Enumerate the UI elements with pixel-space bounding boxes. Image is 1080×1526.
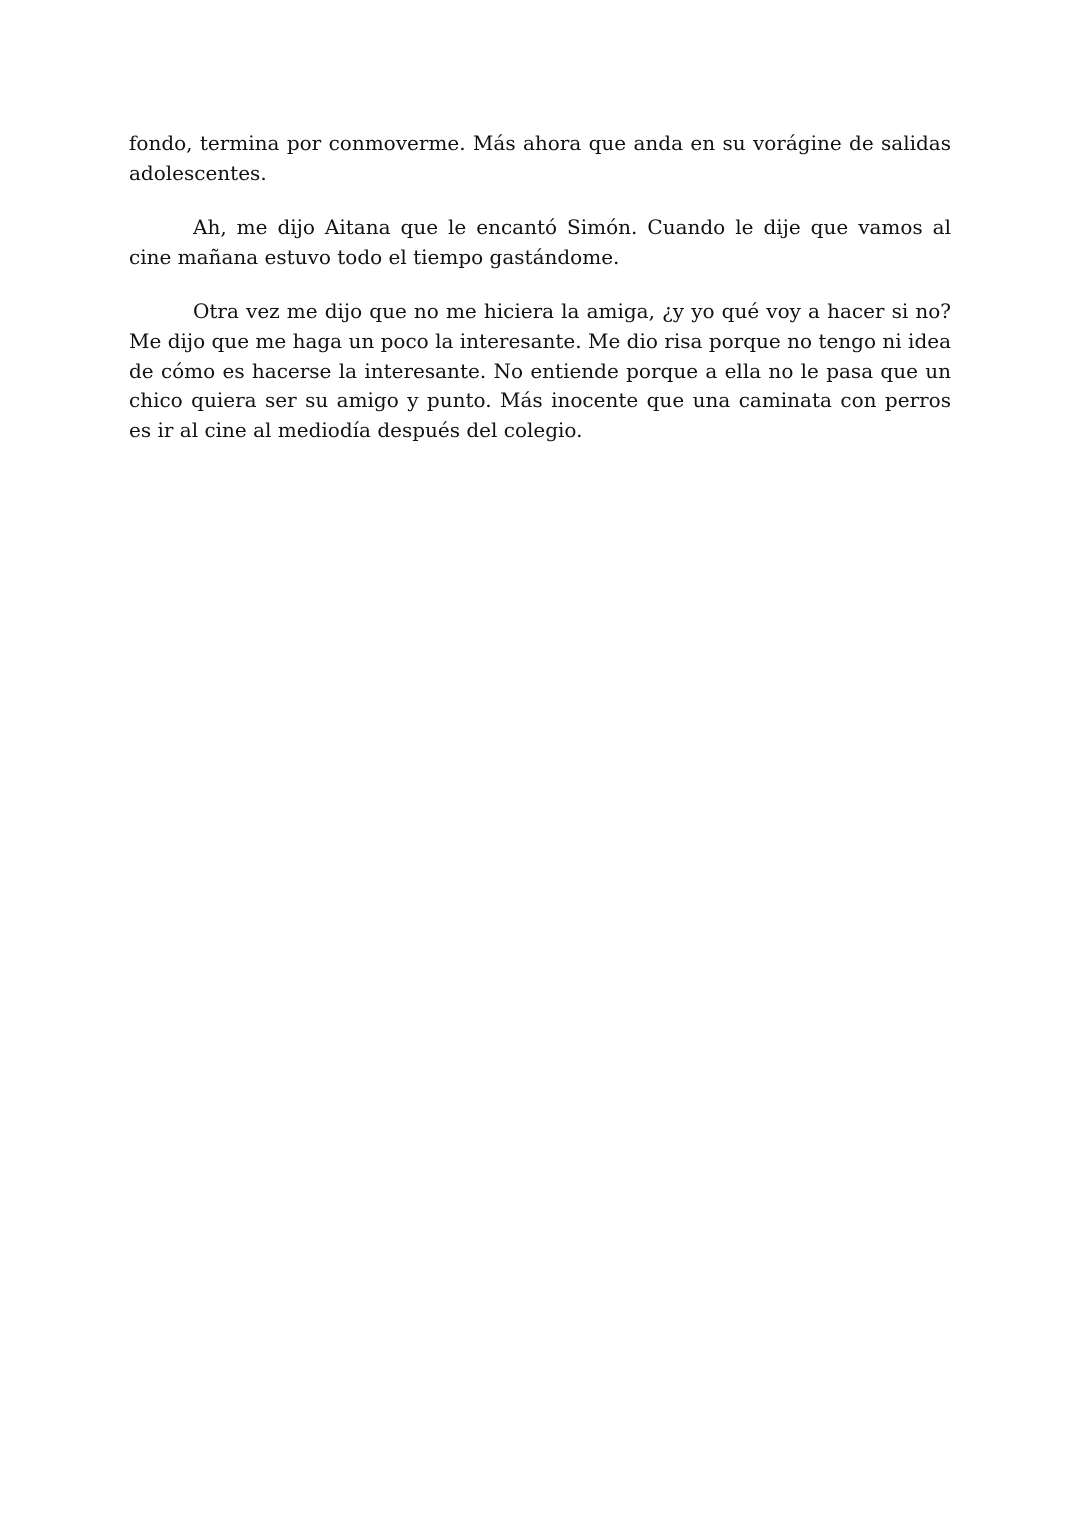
paragraph-2: Ah, me dijo Aitana que le encantó Simón. Cuando le dije que vamos al cine mañana estuvo todo el tiempo gastándome. (129, 215, 951, 269)
paragraph-3: Otra vez me dijo que no me hiciera la amiga, ¿y yo qué voy a hacer si no? Me dijo que me haga un poco la interesante. Me dio risa porque no tengo ni idea de cómo es hacerse la interesante. No entiende porque a ella no le pasa que un chico quiera ser su amigo y punto. Más inocente que una caminata con perros es ir al cine al mediodía después del colegio. (129, 299, 951, 442)
document-body (129, 129, 951, 470)
paragraph-1: fondo, termina por conmoverme. Más ahora que anda en su vorágine de salidas adolescentes. (129, 131, 951, 185)
